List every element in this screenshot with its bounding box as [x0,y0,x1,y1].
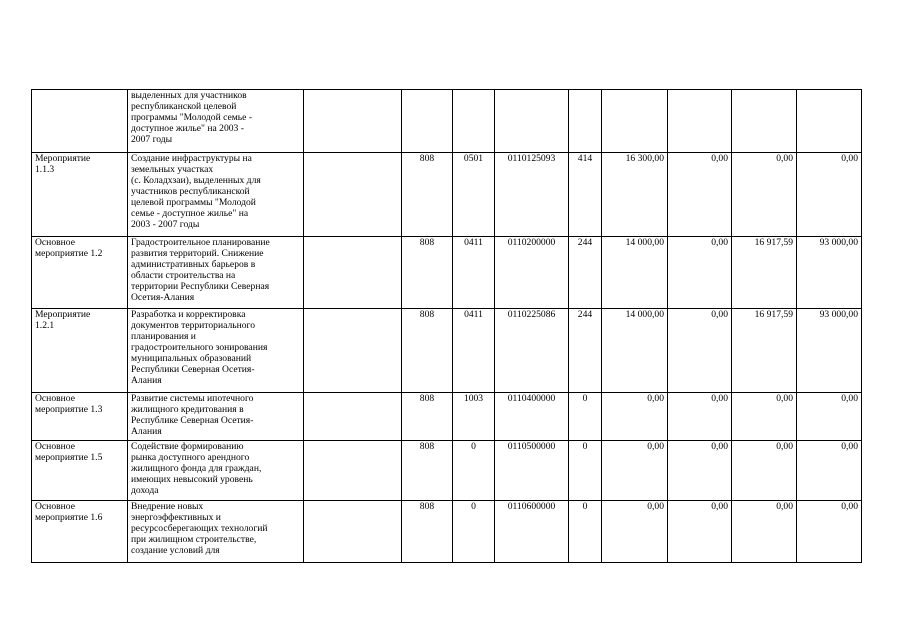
row-csr: 0110500000 [495,441,569,501]
row-value-4: 0,00 [797,501,862,563]
row-grbs: 808 [402,309,453,393]
row-extra [304,90,402,153]
row-value-1: 0,00 [602,501,668,563]
row-csr: 0110600000 [495,501,569,563]
table-row [32,441,862,501]
row-value-2 [668,90,732,153]
row-vr: 414 [569,153,602,237]
row-value-1: 14 000,00 [602,237,668,309]
row-label [32,90,128,153]
row-label: Основное мероприятие 1.3 [32,393,128,441]
row-csr: 0110225086 [495,309,569,393]
row-vr: 244 [569,237,602,309]
row-value-4: 93 000,00 [797,309,862,393]
row-extra [304,153,402,237]
row-value-2: 0,00 [668,153,732,237]
table-row [32,153,862,237]
table-row [32,501,862,563]
row-rz: 0411 [453,309,495,393]
row-value-4: 0,00 [797,153,862,237]
row-extra [304,237,402,309]
row-name: Развитие системы ипотечного жилищного кредитования в Республике Северная Осетия- Алания [128,393,304,441]
table-row [32,90,862,153]
row-label: Мероприятие 1.2.1 [32,309,128,393]
table-row [32,237,862,309]
row-rz: 0501 [453,153,495,237]
row-grbs [402,90,453,153]
table-row [32,309,862,393]
table-row [32,393,862,441]
row-value-1: 16 300,00 [602,153,668,237]
row-value-4: 0,00 [797,441,862,501]
row-grbs: 808 [402,237,453,309]
row-grbs: 808 [402,393,453,441]
row-value-2: 0,00 [668,309,732,393]
row-label: Основное мероприятие 1.2 [32,237,128,309]
row-name: Содействие формированию рынка доступного арендного жилищного фонда для граждан, имеющих невысокий уровень дохода [128,441,304,501]
row-vr: 0 [569,501,602,563]
row-grbs: 808 [402,501,453,563]
row-value-3: 0,00 [732,393,797,441]
row-rz: 0 [453,501,495,563]
budget-table [31,89,862,563]
row-vr: 244 [569,309,602,393]
row-grbs: 808 [402,441,453,501]
row-value-4: 93 000,00 [797,237,862,309]
row-value-3: 0,00 [732,153,797,237]
row-name: Разработка и корректировка документов территориального планирования и градостроительного зонирования муниципальных образований Республики Северная Осетия- Алания [128,309,304,393]
table-body [32,90,862,563]
row-csr: 0110125093 [495,153,569,237]
row-csr [495,90,569,153]
row-extra [304,393,402,441]
row-name: Внедрение новых энергоэффективных и ресурсосберегающих технологий при жилищном строительстве, создание условий для [128,501,304,563]
row-value-1: 0,00 [602,441,668,501]
row-value-3: 16 917,59 [732,309,797,393]
row-vr [569,90,602,153]
row-value-1: 14 000,00 [602,309,668,393]
row-csr: 0110400000 [495,393,569,441]
row-name: выделенных для участников республиканской целевой программы "Молодой семье - доступное жилье" на 2003 - 2007 годы [128,90,304,153]
row-rz: 1003 [453,393,495,441]
row-label: Основное мероприятие 1.5 [32,441,128,501]
row-extra [304,501,402,563]
row-label: Основное мероприятие 1.6 [32,501,128,563]
row-label: Мероприятие 1.1.3 [32,153,128,237]
row-csr: 0110200000 [495,237,569,309]
row-value-4 [797,90,862,153]
row-value-2: 0,00 [668,441,732,501]
row-value-3: 0,00 [732,501,797,563]
row-vr: 0 [569,393,602,441]
row-vr: 0 [569,441,602,501]
row-value-2: 0,00 [668,237,732,309]
row-extra [304,309,402,393]
row-value-1: 0,00 [602,393,668,441]
row-value-2: 0,00 [668,501,732,563]
row-rz: 0 [453,441,495,501]
row-extra [304,441,402,501]
row-value-3: 0,00 [732,441,797,501]
row-value-3 [732,90,797,153]
row-value-3: 16 917,59 [732,237,797,309]
row-grbs: 808 [402,153,453,237]
row-rz [453,90,495,153]
row-rz: 0411 [453,237,495,309]
row-value-1 [602,90,668,153]
row-value-2: 0,00 [668,393,732,441]
row-name: Создание инфраструктуры на земельных участках (с. Коладхзаи), выделенных для участников республиканской целевой программы "Молодой семье - доступное жилье" на 2003 - 2007 годы [128,153,304,237]
row-value-4: 0,00 [797,393,862,441]
row-name: Градостроительное планирование развития территорий. Снижение административных барьеров в области строительства на территории Республики Северная Осетия-Алания [128,237,304,309]
